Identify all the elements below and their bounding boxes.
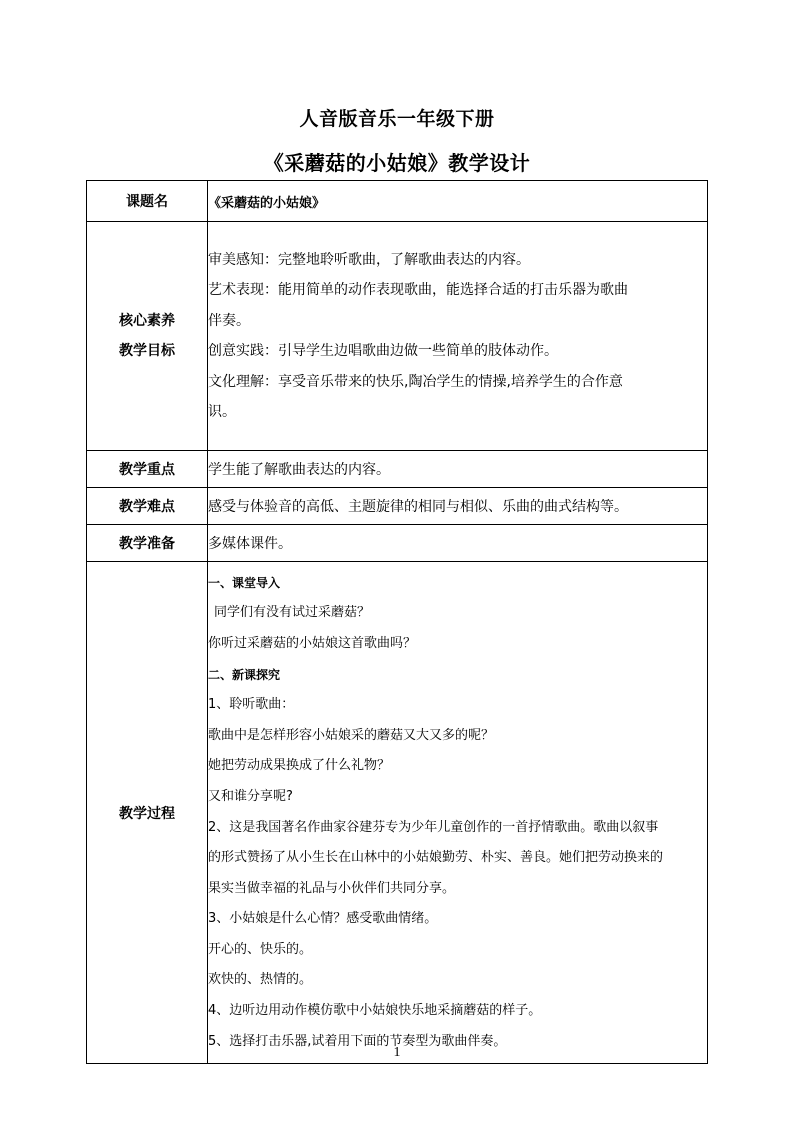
core-goals-label-line2: 教学目标	[119, 343, 175, 359]
core-goal-line: 伴奏。	[208, 312, 250, 329]
table-row-topic	[87, 181, 708, 222]
table-row-focus	[87, 451, 708, 488]
process-section-heading: 一、课堂导入	[208, 575, 281, 590]
process-line: 又和谁分享呢?	[208, 788, 293, 804]
process-line: 5、选择打击乐器,试着用下面的节奏型为歌曲伴奏。	[208, 1033, 507, 1049]
document-subtitle: 《采蘑菇的小姑娘》教学设计	[263, 151, 531, 175]
process-line: 2、这是我国著名作曲家谷建芬专为少年儿童创作的一首抒情歌曲。歌曲以叙事	[208, 819, 659, 835]
focus-label: 教学重点	[87, 451, 208, 488]
process-line: 同学们有没有试过采蘑菇？	[214, 605, 371, 621]
topic-label: 课题名	[87, 181, 208, 222]
process-line: 4、边听边用动作模仿歌中小姑娘快乐地采摘蘑菇的样子。	[208, 1003, 542, 1019]
lesson-plan-table	[86, 180, 708, 1064]
core-goals-label-line1: 核心素养	[119, 313, 175, 329]
core-goal-line: 文化理解：享受音乐带来的快乐,陶冶学生的情操,培养学生的合作意	[208, 373, 623, 390]
document-title: 人音版音乐一年级下册	[299, 108, 495, 130]
process-line: 开心的、快乐的。	[208, 941, 313, 957]
process-line: 歌曲中是怎样形容小姑娘采的蘑菇又大又多的呢？	[208, 727, 495, 743]
process-line: 果实当做幸福的礼品与小伙伴们共同分享。	[208, 880, 456, 896]
process-line: 欢快的、热情的。	[208, 972, 313, 988]
difficulty-label: 教学难点	[87, 488, 208, 525]
process-label: 教学过程	[87, 562, 208, 1064]
process-line: 1、聆听歌曲：	[208, 697, 295, 713]
process-line: 3、小姑娘是什么心情？感受歌曲情绪。	[208, 911, 438, 927]
process-line: 的形式赞扬了从小生长在山林中的小姑娘勤劳、朴实、善良。她们把劳动换来的	[208, 850, 664, 866]
table-row-process	[87, 562, 708, 1064]
process-section-heading: 二、新课探究	[208, 667, 281, 682]
topic-value: 《采蘑菇的小姑娘》	[208, 181, 708, 222]
core-goals-content	[208, 222, 708, 451]
preparation-label: 教学准备	[87, 525, 208, 562]
table-row-difficulty	[87, 488, 708, 525]
page-number: 1	[393, 1045, 401, 1060]
preparation-value: 多媒体课件。	[208, 525, 708, 562]
focus-value: 学生能了解歌曲表达的内容。	[208, 451, 708, 488]
core-goal-line: 艺术表现：能用简单的动作表现歌曲，能选择合适的打击乐器为歌曲	[208, 282, 628, 298]
process-line: 你听过采蘑菇的小姑娘这首歌曲吗？	[208, 635, 417, 651]
difficulty-value: 感受与体验音的高低、主题旋律的相同与相似、乐曲的曲式结构等。	[208, 488, 708, 525]
core-goal-line: 识。	[208, 404, 236, 420]
table-row-preparation	[87, 525, 708, 562]
process-content	[208, 562, 708, 1064]
core-goal-line: 创意实践：引导学生边唱歌曲边做一些简单的肢体动作。	[208, 343, 558, 359]
table-row-core-goals	[87, 222, 708, 451]
process-line: 她把劳动成果换成了什么礼物？	[208, 758, 391, 774]
core-goal-line: 审美感知：完整地聆听歌曲，了解歌曲表达的内容。	[208, 251, 530, 268]
core-goals-label	[87, 222, 208, 451]
